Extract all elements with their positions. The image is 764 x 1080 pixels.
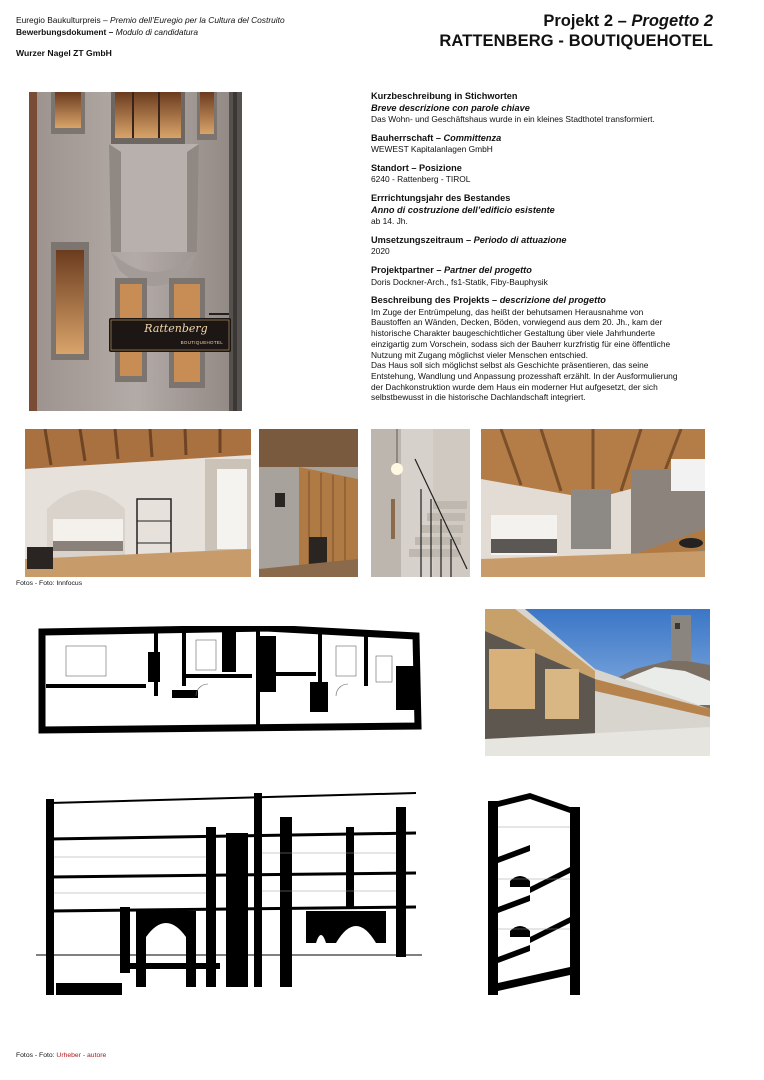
longitudinal-section-drawing xyxy=(36,787,422,995)
document-header-left xyxy=(16,14,285,59)
cross-section-drawing xyxy=(470,787,610,995)
project-description: Beschreibung des Projekts – descrizione del progetto Im Zuge der Entrümpelung, das heißt der behutsamen Herausnahme von Baustoffen an Wänden, Decken, Böden, vorwiegend aus dem 20. Jh., kam der historische Charakter baugeschichtlicher Gestaltung über viele Jahrhunderte einzigartig zum Vorschein, sodass sich der Bauherr kurzfristig für eine öffentliche Nutzung mit Zugang möglichst vieler Menschen entschied. Das Haus soll sich möglichst selbst als Geschichte präsentieren, das seine Entstehung, Wandlung und Anpassung prozesshaft erzählt. In der Ausformulierung der Dachkonstruktion wurde dem Haus ein moderner Hut aufgesetzt, der sich selbstbewusst in die historische Dachlandschaft integriert. xyxy=(371,295,721,403)
description-line: Im Zuge der Entrümpelung, das heißt der behutsamen Herausnahme von xyxy=(371,306,644,317)
project-title-block xyxy=(439,12,713,51)
construction-year-section: Errrichtungsjahr des Bestandes Anno di costruzione dell’edificio esistente ab 14. Jh. xyxy=(371,193,555,227)
hotel-sign-script: Rattenberg xyxy=(144,322,208,335)
description-line: Baustoffen an Wänden, Decken, Böden, vorwiegend aus dem 20. Jh., kam der xyxy=(371,317,663,328)
hotel-sign-sub: BOUTIQUEHOTEL xyxy=(180,340,223,345)
description-line: Das Haus soll sich möglichst selbst als Geschichte präsentieren, das seine xyxy=(371,360,649,371)
client-section: Bauherrschaft – Committenza WEWEST Kapitalanlagen GmbH xyxy=(371,132,502,155)
interior-photo-corridor xyxy=(259,429,358,577)
exterior-photo-rooftop xyxy=(485,609,710,756)
location-section: Standort – Posizione 6240 - Rattenberg - TIROL xyxy=(371,162,471,185)
description-line: Entstehung, Wandlung und Anpassung prozesshaft erzählt. In der Ausformulierung xyxy=(371,370,678,381)
project-number: Projekt 2 – Progetto 2 xyxy=(543,12,713,30)
plans-credit: Fotos - Foto: Urheber - autore xyxy=(16,1052,107,1059)
brief-description: Kurzbeschreibung in Stichworten Breve descrizione con parole chiave Das Wohn- und Geschäftshaus wurde in ein kleines Stadthotel transformiert. xyxy=(371,91,655,124)
floor-plan-drawing xyxy=(36,626,422,736)
interior-photo-bedroom xyxy=(25,429,251,577)
company-name: Wurzer Nagel ZT GmbH xyxy=(16,48,112,58)
description-line: historische Charakter baugeschichtlicher Gestaltung über viele Jahrhunderte xyxy=(371,328,655,339)
partners-section: Projektpartner – Partner del progetto Doris Dockner-Arch., fs1-Statik, Fiby-Bauphysik xyxy=(371,265,548,287)
project-facts xyxy=(371,91,721,411)
photo-credit: Fotos - Foto: Innfocus xyxy=(16,580,83,587)
facade-photo xyxy=(29,92,242,411)
description-line: der Dachkonstruktion wurde dem Haus ein moderner Hut aufgesetzt, der sich xyxy=(371,381,658,392)
description-line: einzigartig zum Vorschein, sodass sich der Bauherr kurzfristig für eine öffentliche xyxy=(371,338,671,349)
description-line: selbstbewusst in die historische Dachlandschaft integriert. xyxy=(371,392,586,403)
prize-line: Euregio Baukulturpreis – Premio dell’Euregio per la Cultura del Costruito xyxy=(16,15,285,25)
period-section: Umsetzungszeitraum – Periodo di attuazione 2020 xyxy=(371,234,567,257)
interior-photo-attic-suite xyxy=(481,429,705,577)
project-name: RATTENBERG - BOUTIQUEHOTEL xyxy=(439,32,713,50)
interior-photo-staircase xyxy=(371,429,470,577)
description-line: Nutzung mit Zugang möglichst vieler Menschen entschied. xyxy=(371,349,588,360)
document-type-line: Bewerbungsdokument – Modulo di candidatura xyxy=(16,27,199,37)
